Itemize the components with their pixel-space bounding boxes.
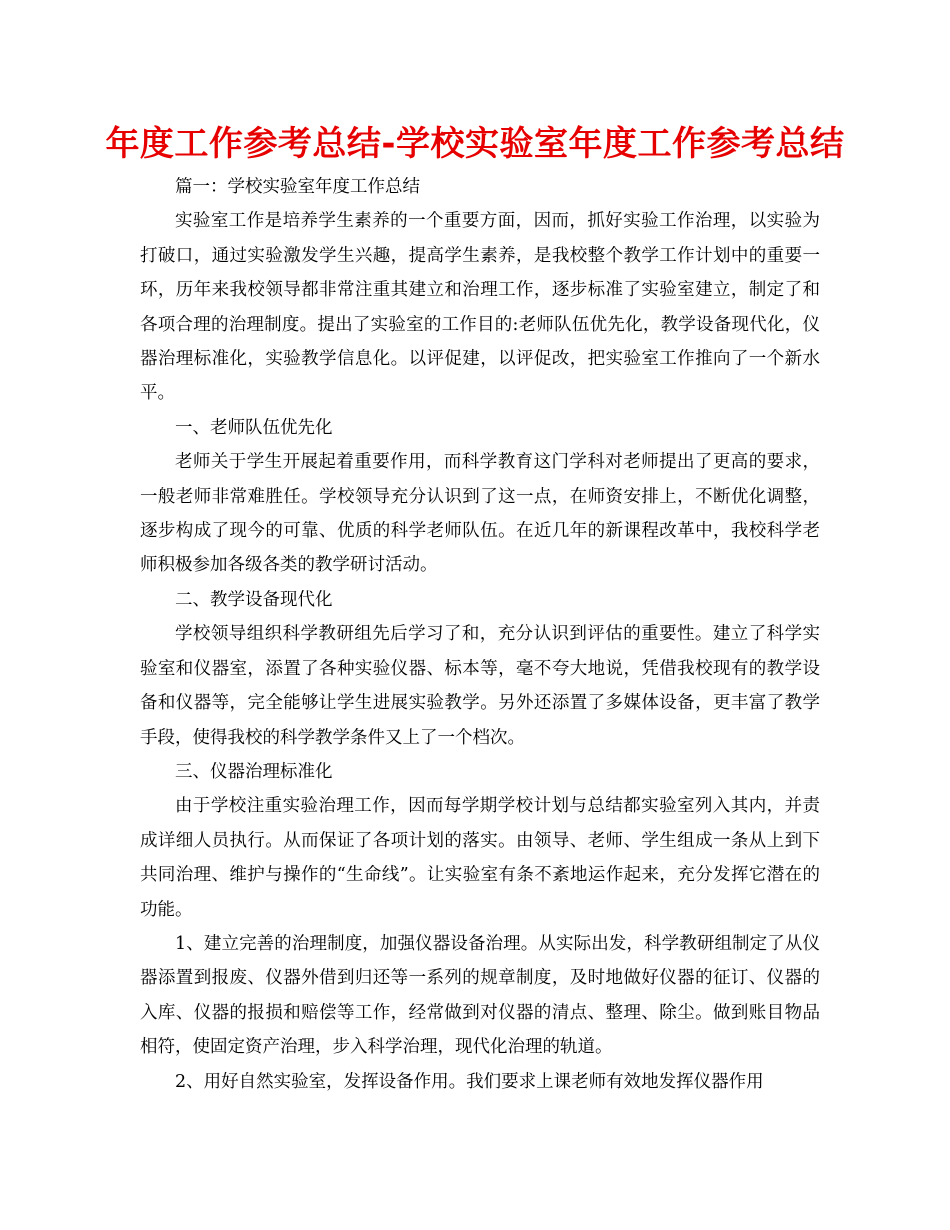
body-paragraph: 学校领导组织科学教研组先后学习了和，充分认识到评估的重要性。建立了科学实验室和仪器室，添置了各种实验仪器、标本等，毫不夸大地说，凭借我校现有的教学设备和仪器等，完全能够让学生进展实验教学。另外还添置了多媒体设备，更丰富了教学手段，使得我校的科学教学条件又上了一个档次。 <box>140 624 820 748</box>
section-heading: 一、老师队伍优先化 <box>175 417 333 438</box>
document-body <box>140 170 820 1099</box>
body-paragraph: 2、用好自然实验室，发挥设备作用。我们要求上课老师有效地发挥仪器作用 <box>175 1071 764 1092</box>
section-heading: 三、仪器治理标准化 <box>175 761 333 782</box>
body-paragraph: 实验室工作是培养学生素养的一个重要方面，因而，抓好实验工作治理，以实验为打破口，通过实验激发学生兴趣，提高学生素养，是我校整个教学工作计划中的重要一环，历年来我校领导都非常注重其建立和治理工作，逐步标准了实验室建立，制定了和各项合理的治理制度。提出了实验室的工作目的:老师队伍优先化，教学设备现代化，仪器治理标准化，实验教学信息化。以评促建，以评促改，把实验室工作推向了一个新水平。 <box>140 211 820 404</box>
body-paragraph: 由于学校注重实验治理工作，因而每学期学校计划与总结都实验室列入其内，并责成详细人员执行。从而保证了各项计划的落实。由领导、老师、学生组成一条从上到下共同治理、维护与操作的“生命线”。让实验室有条不紊地运作起来，充分发挥它潜在的功能。 <box>140 796 820 920</box>
section-heading: 篇一：学校实验室年度工作总结 <box>175 177 420 197</box>
section-heading: 二、教学设备现代化 <box>175 589 333 610</box>
body-paragraph: 1、建立完善的治理制度，加强仪器设备治理。从实际出发，科学教研组制定了从仪器添置到报废、仪器外借到归还等一系列的规章制度，及时地做好仪器的征订、仪器的入库、仪器的报损和赔偿等工作，经常做到对仪器的清点、整理、除尘。做到账目物品相符，使固定资产治理，步入科学治理，现代化治理的轨道。 <box>140 933 820 1058</box>
body-paragraph: 老师关于学生开展起着重要作用，而科学教育这门学科对老师提出了更高的要求，一般老师非常难胜任。学校领导充分认识到了这一点，在师资安排上，不断优化调整，逐步构成了现今的可靠、优质的科学老师队伍。在近几年的新课程改革中，我校科学老师积极参加各级各类的教学研讨活动。 <box>140 452 820 576</box>
document-title: 年度工作参考总结-学校实验室年度工作参考总结 <box>105 124 845 164</box>
